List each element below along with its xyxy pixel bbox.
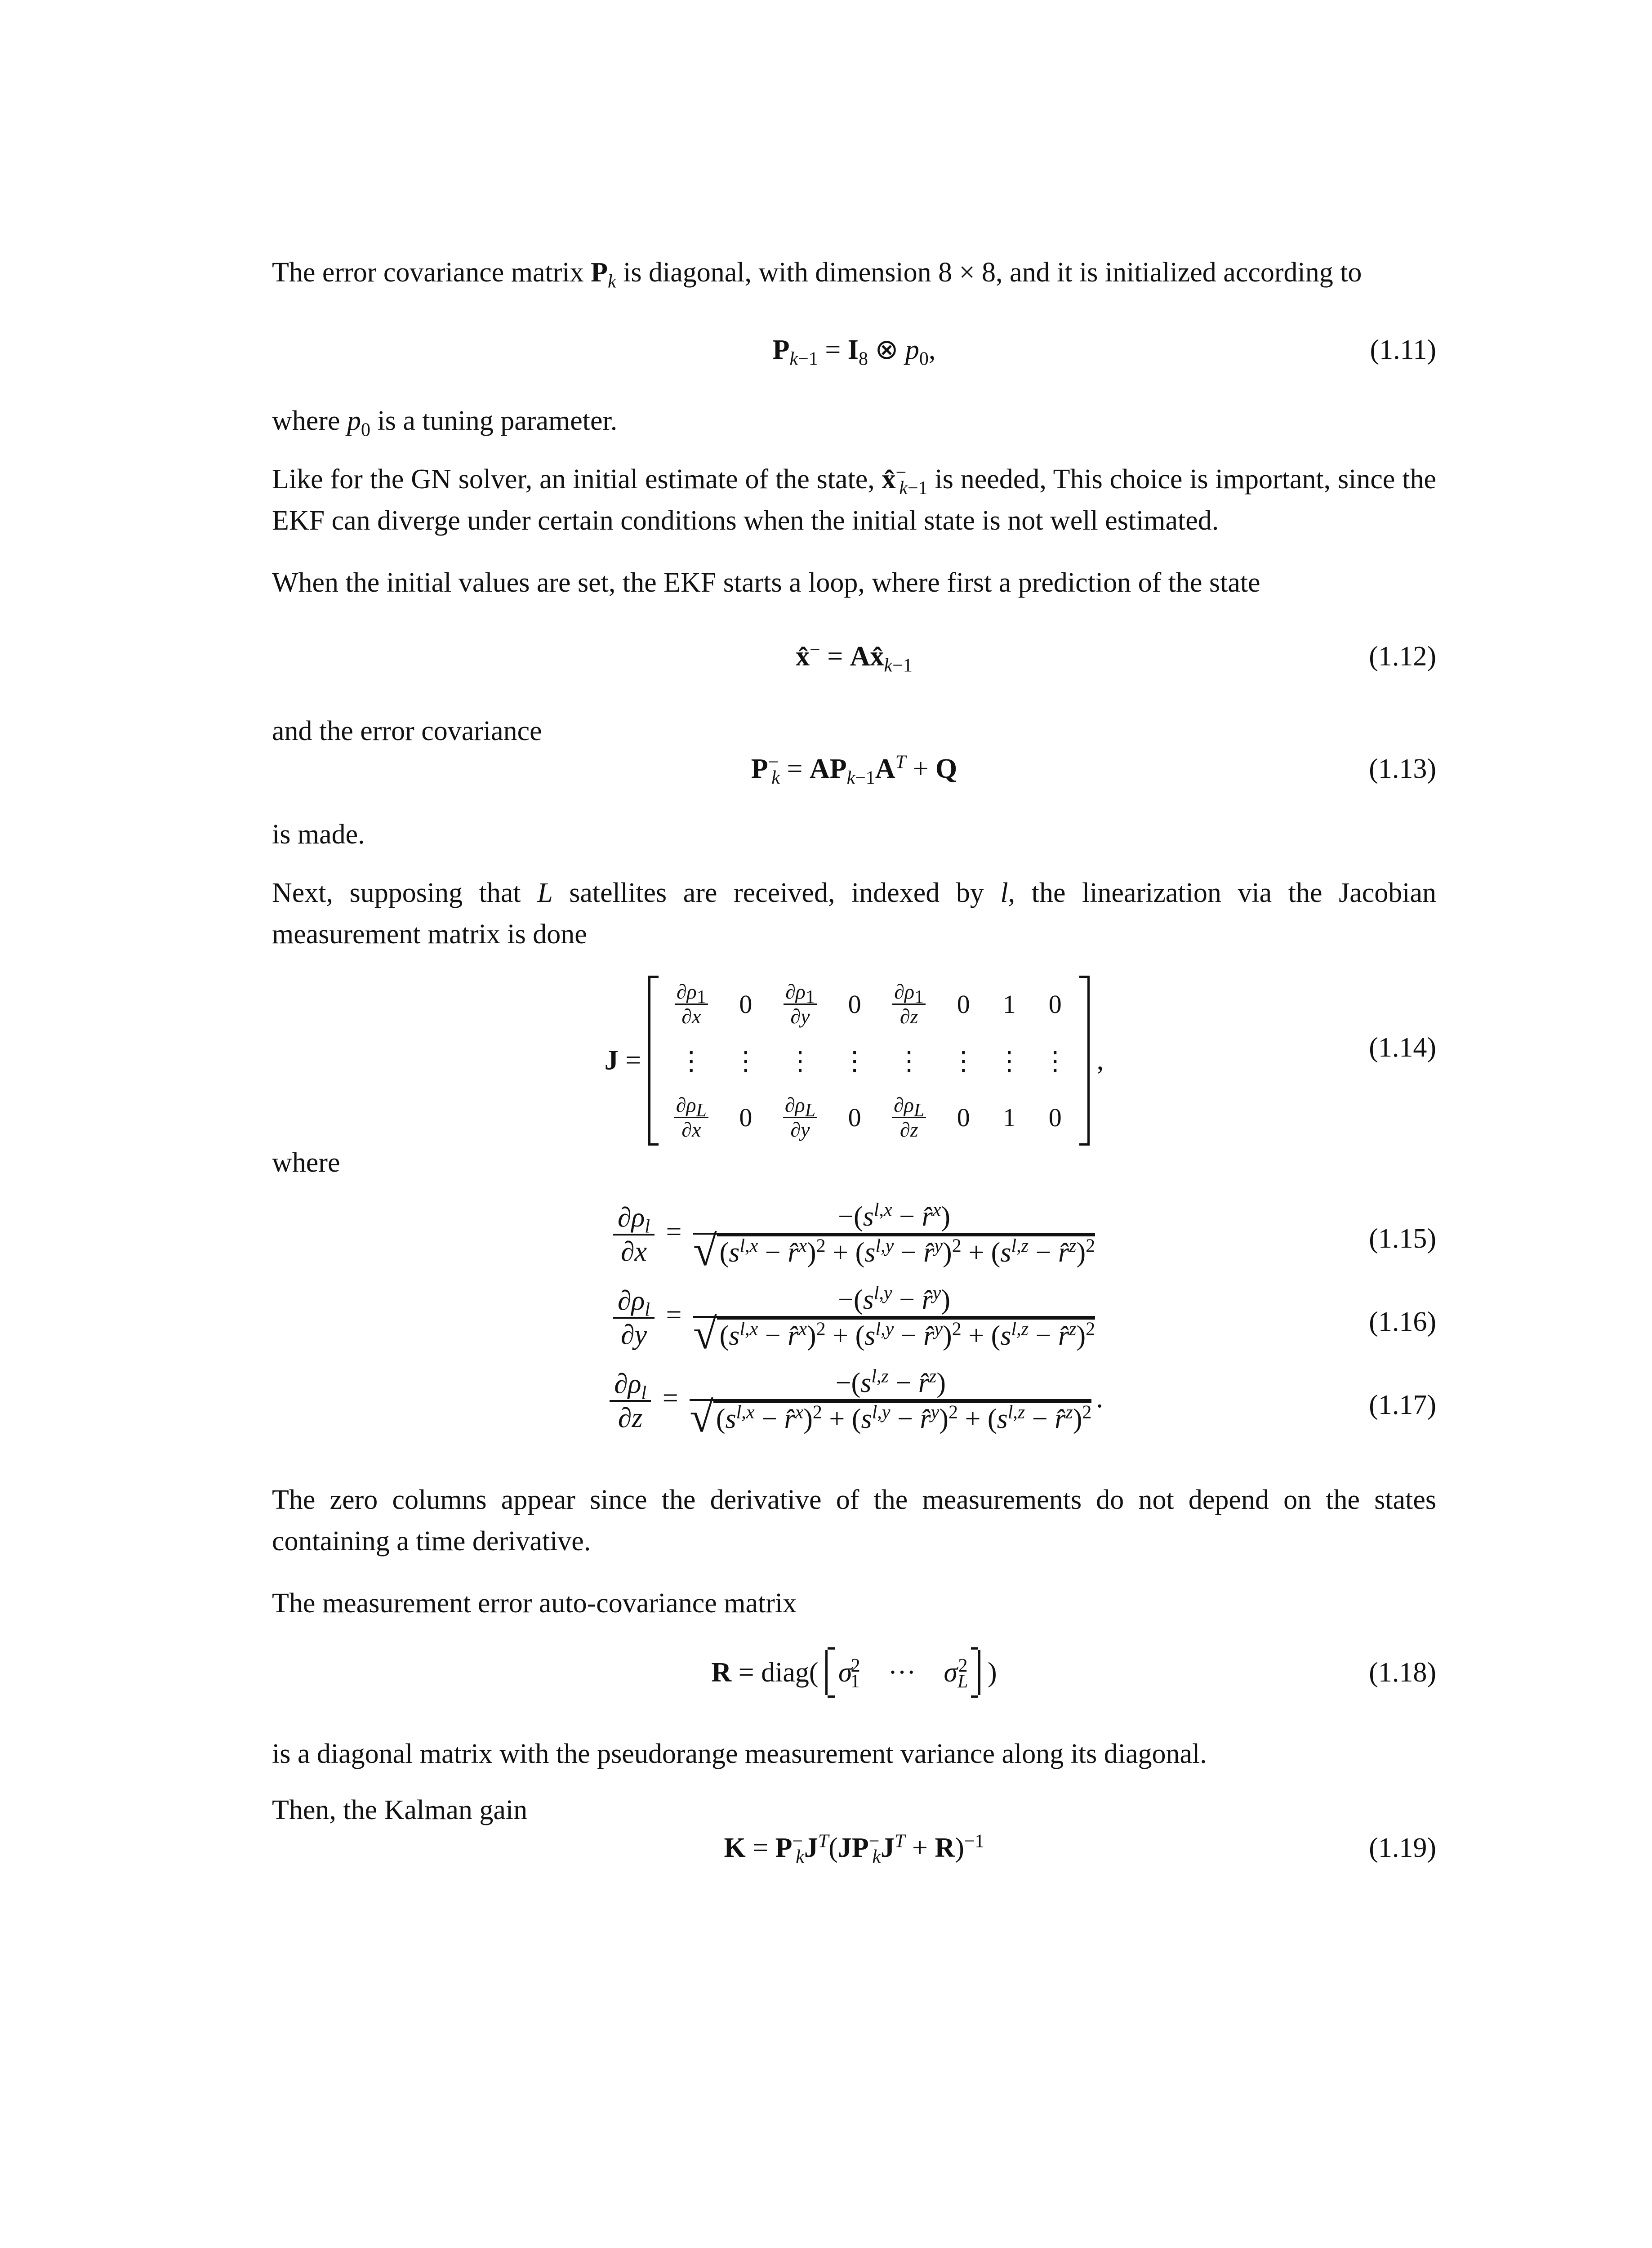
paragraph-7: Next, supposing that L satellites are received, indexed by l, the linearization via the Jacobian measurement matrix is done xyxy=(272,878,1436,950)
paragraph-1: The error covariance matrix $P_k$ is diagonal, with dimension 8 × 8, and it is initialized according to xyxy=(272,257,1362,292)
equation-1-11: $P_{k-1} = I_8$ ⊗ $p_0$, (1.11) xyxy=(272,327,1436,381)
paragraph-10: The measurement error auto-covariance matrix xyxy=(272,1588,797,1619)
equation-1-16: $\frac{\partial\rho_l}{\partial y}$ = $\frac{-(s^{l,y} - r̂^y)}{√(s^{l,x} - r̂^x)^2 + (s^{l,y} - r̂^y)^2 + (s^{l,z} - r̂^z)^2}$ (1.16) xyxy=(272,1284,1436,1360)
paragraph-12: Then, the Kalman gain xyxy=(272,1795,528,1825)
equation-1-14: J = $\frac{\partial\rho_1}{\partial x}$ 0 $\frac{\partial\rho_1}{\partial y}$ 0 $\frac{\partial\rho_1}{\partial z}$ 0 1 0 ⋮ ⋮ ⋮ ⋮ ⋮ ⋮ ⋮ ⋮ $\frac{\partial\rho_L}{\partial x}$ 0 $\frac{\partial\rho_L}{\partial y}$ 0 $\frac{\partial\rho_L}{\partial z}$ 0 1 0 , (1.14) xyxy=(272,976,1436,1128)
paragraph-4: When the initial values are set, the EKF starts a loop, where first a prediction of the state xyxy=(272,567,1260,598)
paragraph-5: and the error covariance xyxy=(272,716,542,746)
paragraph-9: The zero columns appear since the derivative of the measurements do not depend on the states containing a time derivative. xyxy=(272,1485,1436,1557)
paragraph-11: is a diagonal matrix with the pseudorange measurement variance along its diagonal. xyxy=(272,1739,1207,1769)
paragraph-8: where xyxy=(272,1147,340,1178)
jacobian-matrix: $\frac{\partial\rho_1}{\partial x}$ 0 $\frac{\partial\rho_1}{\partial y}$ 0 $\frac{\partial\rho_1}{\partial z}$ 0 1 0 ⋮ ⋮ ⋮ ⋮ ⋮ ⋮ ⋮ ⋮ $\frac{\partial\rho_L}{\partial x}$ 0 $\frac{\partial\rho_L}{\partial y}$ 0 $\frac{\partial\rho_L}{\partial z}$ 0 1 0 xyxy=(648,976,1090,1146)
equation-1-13: $P^-_k = AP_{k-1}A^T + Q$ (1.13) xyxy=(272,746,1436,800)
equation-number: (1.15) xyxy=(1369,1223,1436,1254)
equation-number: (1.16) xyxy=(1369,1307,1436,1337)
equation-1-15: $\frac{\partial\rho_l}{\partial x}$ = $\frac{-(s^{l,x} - r̂^x)}{√(s^{l,x} - r̂^x)^2 + (s^{l,y} - r̂^y)^2 + (s^{l,z} - r̂^z)^2}$ (1.15) xyxy=(272,1200,1436,1277)
equation-number: (1.11) xyxy=(1370,335,1436,365)
equation-1-19: $K = P^-_kJ^T(JP^-_kJ^T + R)^{-1}$ (1.19) xyxy=(272,1825,1436,1879)
equation-number: (1.14) xyxy=(1369,1032,1436,1063)
equation-number: (1.12) xyxy=(1369,641,1436,672)
equation-number: (1.17) xyxy=(1369,1390,1436,1420)
equation-1-12: x̂− = $Ax̂_{k-1}$ (1.12) xyxy=(272,634,1436,688)
equation-1-18: R = diag( $\sigma_1^2$ ··· $\sigma_L^2$ ) (1.18) xyxy=(272,1650,1436,1704)
paragraph-3: Like for the GN solver, an initial estimate of the state, $x̂^-_{k-1}$ is needed, This choice is important, since the EKF can diverge under certain conditions when the initial state is not well estimated. xyxy=(272,462,1437,536)
equation-1-17: $\frac{\partial\rho_l}{\partial z}$ = $\frac{-(s^{l,z} - r̂^z)}{√(s^{l,x} - r̂^x)^2 + (s^{l,y} - r̂^y)^2 + (s^{l,z} - r̂^z)^2}$ . (1.17) xyxy=(272,1367,1436,1443)
paragraph-6: is made. xyxy=(272,819,365,850)
paragraph-2: where $p_0$ is a tuning parameter. xyxy=(272,406,618,441)
equation-number: (1.18) xyxy=(1369,1657,1436,1688)
equation-number: (1.13) xyxy=(1369,754,1436,784)
equation-number: (1.19) xyxy=(1369,1833,1436,1863)
